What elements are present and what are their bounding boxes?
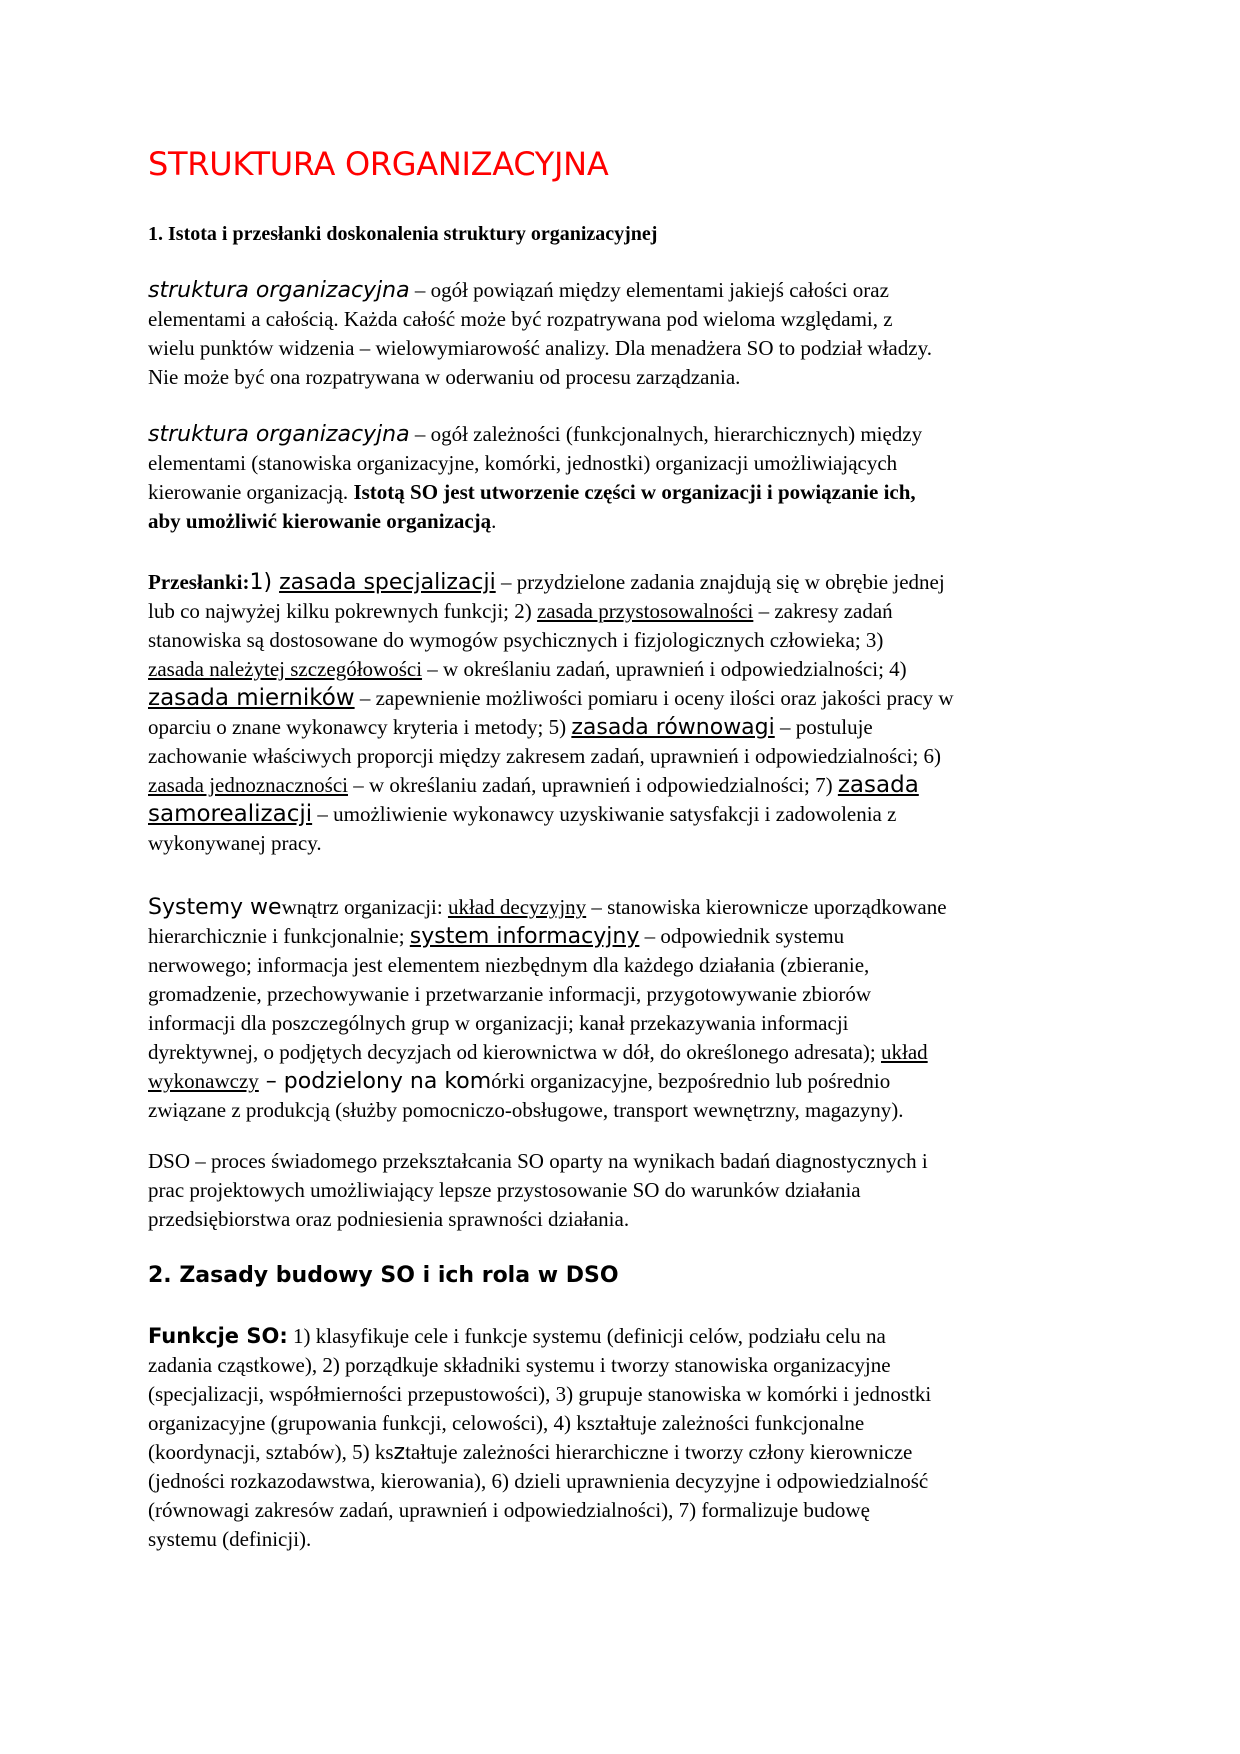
principle-term: zasada równowagi <box>571 715 775 740</box>
section-2-heading: 2. Zasady budowy SO i ich rola w DSO <box>148 1263 619 1288</box>
system-term: system informacyjny <box>409 924 640 949</box>
key-statement: aby umożliwić kierowanie organizacją <box>148 509 492 533</box>
premises-paragraph: Przesłanki:1) zasada specjalizacji – przydzielone zadania znajdują się w obrębie jednej lub co najwyżej kilku pokrewnych funkcji; 2) zasada przystosowalności – zakresy zadań stanowiska są dostosowane do wymogów psychicznych i fizjologicznych człowieka; 3) zasada należytej szczegółowości – w określaniu zadań, uprawnień i odpowiedzialności; 4) zasada mierników – zapewnienie możliwości pomiaru i oceny ilości oraz jakości pracy w oparciu o znane wykonawcy kryteria i metody; 5) zasada równowagi – postuluje zachowanie właściwych proporcji między zakresem zadań, uprawnień i odpowiedzialności; 6) zasada jednoznaczności – w określaniu zadań, uprawnień i odpowiedzialności; 7) zasada samorealizacji – umożliwienie wykonawcy uzyskiwanie satysfakcji i zadowolenia z wykonywanej pracy. <box>148 570 954 855</box>
section-1-heading: 1. Istota i przesłanki doskonalenia struktury organizacyjnej <box>148 223 658 245</box>
principle-term: samorealizacji <box>148 801 313 827</box>
definition-paragraph-2: struktura organizacyjna – ogół zależności (funkcjonalnych, hierarchicznych) między elementami (stanowiska organizacyjne, komórki, jednostki) organizacji umożliwiających kierowanie organizacją. Istotą SO jest utworzenie części w organizacji i powiązanie ich, aby umożliwić kierowanie organizacją. <box>148 422 923 533</box>
document-title: STRUKTURA ORGANIZACYJNA <box>148 145 609 183</box>
functions-paragraph: Funkcje SO: 1) klasyfikuje cele i funkcje systemu (definicji celów, podziału celu na zadania cząstkowe), 2) porządkuje składniki systemu i tworzy stanowiska organizacyjne (specjalizacji, współmierności przepustowości), 3) grupuje stanowiska w komórki i jednostki organizacyjne (grupowania funkcji, celowości), 4) kształtuje zależności funkcjonalne (koordynacji, sztabów), 5) kształtuje zależności hierarchiczne i tworzy człony kierownicze (jedności rozkazodawstwa, kierowania), 6) dzieli uprawnienia decyzyjne i odpowiedzialność (równowagi zakresów zadań, uprawnień i odpowiedzialności), 7) formalizuje budowę systemu (definicji). <box>148 1324 932 1551</box>
definition-paragraph-1: struktura organizacyjna – ogół powiązań między elementami jakiejś całości oraz elementami a całością. Każda całość może być rozpatrywana pod wieloma względami, z wielu punktów widzenia – wielowymiarowość analizy. Dla menadżera SO to podział władzy. Nie może być ona rozpatrywana w oderwaniu od procesu zarządzania. <box>148 278 932 389</box>
system-term: wykonawczy <box>148 1069 259 1093</box>
principle-term: zasada <box>837 772 919 798</box>
principle-term: zasada specjalizacji <box>279 570 496 595</box>
principle-term: zasada mierników <box>148 685 355 711</box>
definition-term: struktura organizacyjna <box>148 278 410 303</box>
definition-term: struktura organizacyjna <box>148 422 410 447</box>
key-statement: Istotą SO jest utworzenie części w organizacji i powiązanie ich, <box>353 480 916 504</box>
principle-term: zasada przystosowalności <box>536 599 754 623</box>
dso-paragraph: DSO – proces świadomego przekształcania SO oparty na wynikach badań diagnostycznych i prac projektowych umożliwiający lepsze przystosowanie SO do warunków działania przedsiębiorstwa oraz podniesienia sprawności działania. <box>148 1149 928 1231</box>
system-term: układ <box>881 1040 928 1064</box>
principle-term: zasada jednoznaczności <box>148 773 348 797</box>
premises-label: Przesłanki: <box>148 570 250 594</box>
functions-label: Funkcje SO: <box>148 1324 288 1348</box>
systems-paragraph: Systemy wewnątrz organizacji: układ decyzyjny – stanowiska kierownicze uporządkowane hierarchicznie i funkcjonalnie; system informacyjny – odpowiednik systemu nerwowego; informacja jest elementem niezbędnym dla każdego działania (zbieranie, gromadzenie, przechowywanie i przetwarzanie informacji, przygotowywanie zbiorów informacji dla poszczególnych grup w organizacji; kanał przekazywania informacji dyrektywnej, o podjętych decyzjach od kierownictwa w dół, do określonego adresata); układ wykonawczy – podzielony na komórki organizacyjne, bezpośrednio lub pośrednio związane z produkcją (służby pomocniczo-obsługowe, transport wewnętrzny, magazyny). <box>148 895 947 1122</box>
system-term: układ decyzyjny <box>447 895 587 919</box>
principle-term: zasada należytej szczegółowości <box>148 657 423 681</box>
